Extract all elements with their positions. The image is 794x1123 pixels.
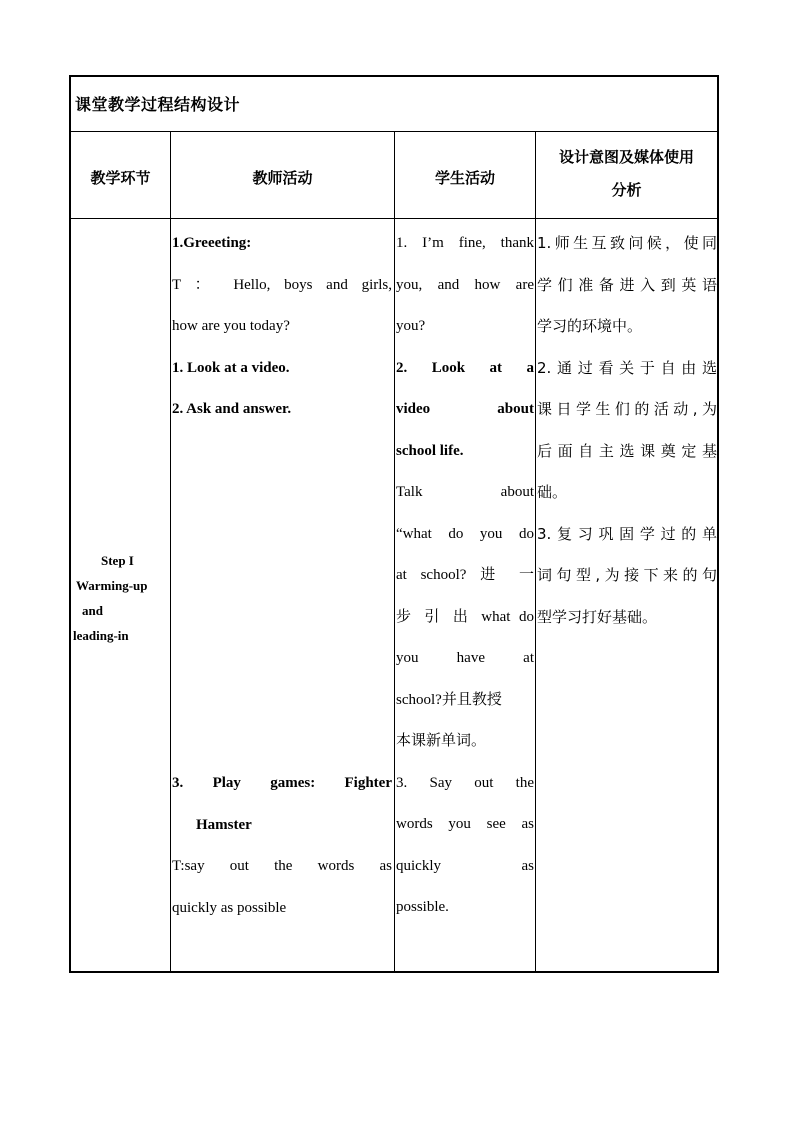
student-line: possible. <box>396 899 449 915</box>
student-line: 3. Say out the <box>396 774 534 791</box>
header-stage: 教学环节 <box>90 169 151 187</box>
step-line: and <box>82 603 103 618</box>
teacher-activity-cell-games <box>172 763 392 929</box>
step-label <box>73 548 169 648</box>
student-line: “what do you do <box>396 525 534 542</box>
header-design-intent <box>536 146 717 200</box>
teacher-activity-cell <box>172 223 392 431</box>
student-line: 1. I’m fine, thank <box>396 235 534 251</box>
header-student-activity: 学生活动 <box>434 169 495 187</box>
student-line: 2. Look at a <box>396 359 534 376</box>
step-line: leading-in <box>73 628 129 643</box>
header-divider <box>71 218 717 219</box>
design-intent-cell <box>537 223 717 638</box>
student-line: video about <box>396 401 534 417</box>
design-line: 学习的环境中。 <box>537 317 643 335</box>
student-line: at school? 进 一 <box>396 567 534 583</box>
teacher-line: T:say out the words as <box>172 858 392 874</box>
table-title: 课堂教学过程结构设计 <box>75 95 241 114</box>
student-line: school life. <box>396 442 464 459</box>
title-row <box>71 77 717 132</box>
student-line: quickly as <box>396 857 534 874</box>
student-line: 本课新单词。 <box>396 733 487 749</box>
design-line: 型学习打好基础。 <box>537 607 658 626</box>
student-activity-cell <box>396 223 534 929</box>
teacher-item: Hamster <box>196 816 252 833</box>
teacher-line: quickly as possible <box>172 899 287 916</box>
teacher-item: 1. Look at a video. <box>172 359 290 376</box>
student-line: you have at <box>396 650 534 666</box>
teacher-item: 3. Play games: Fighter <box>172 775 392 791</box>
step-line: Warming-up <box>76 578 148 593</box>
student-line: you, and how are <box>396 276 534 293</box>
design-line: 词句型,为接下来的句 <box>537 566 717 584</box>
student-line: school?并且教授 <box>396 691 502 708</box>
design-line: 础。 <box>537 483 568 501</box>
student-line: words you see as <box>396 816 534 832</box>
column-divider <box>535 132 536 971</box>
teacher-item: 2. Ask and answer. <box>172 401 292 417</box>
header-teacher-activity: 教师活动 <box>252 169 313 187</box>
student-line: you? <box>396 318 426 334</box>
header-design-line: 设计意图及媒体使用 <box>558 148 694 166</box>
column-divider <box>170 132 171 971</box>
design-line: 2.通过看关于自由选 <box>537 358 717 377</box>
design-line: 学们准备进入到英语 <box>537 275 717 294</box>
greeting-heading: 1.Greeeting: <box>172 235 252 251</box>
student-line: 步 引 出 what do <box>396 608 534 625</box>
design-line: 后面自主选课奠定基 <box>537 441 717 460</box>
teacher-line: how are you today? <box>172 318 290 334</box>
lesson-plan-table <box>69 75 719 973</box>
design-line: 课日学生们的活动,为 <box>537 400 717 418</box>
column-divider <box>394 132 395 971</box>
student-line: Talk about <box>396 484 534 500</box>
step-line: Step I <box>101 553 134 568</box>
design-line: 3.复习巩固学过的单 <box>537 524 717 543</box>
teacher-line: T ： Hello, boys and girls, <box>172 276 392 293</box>
header-design-line: 分析 <box>611 181 642 199</box>
design-line: 1.师生互致问候，使同 <box>537 234 717 252</box>
